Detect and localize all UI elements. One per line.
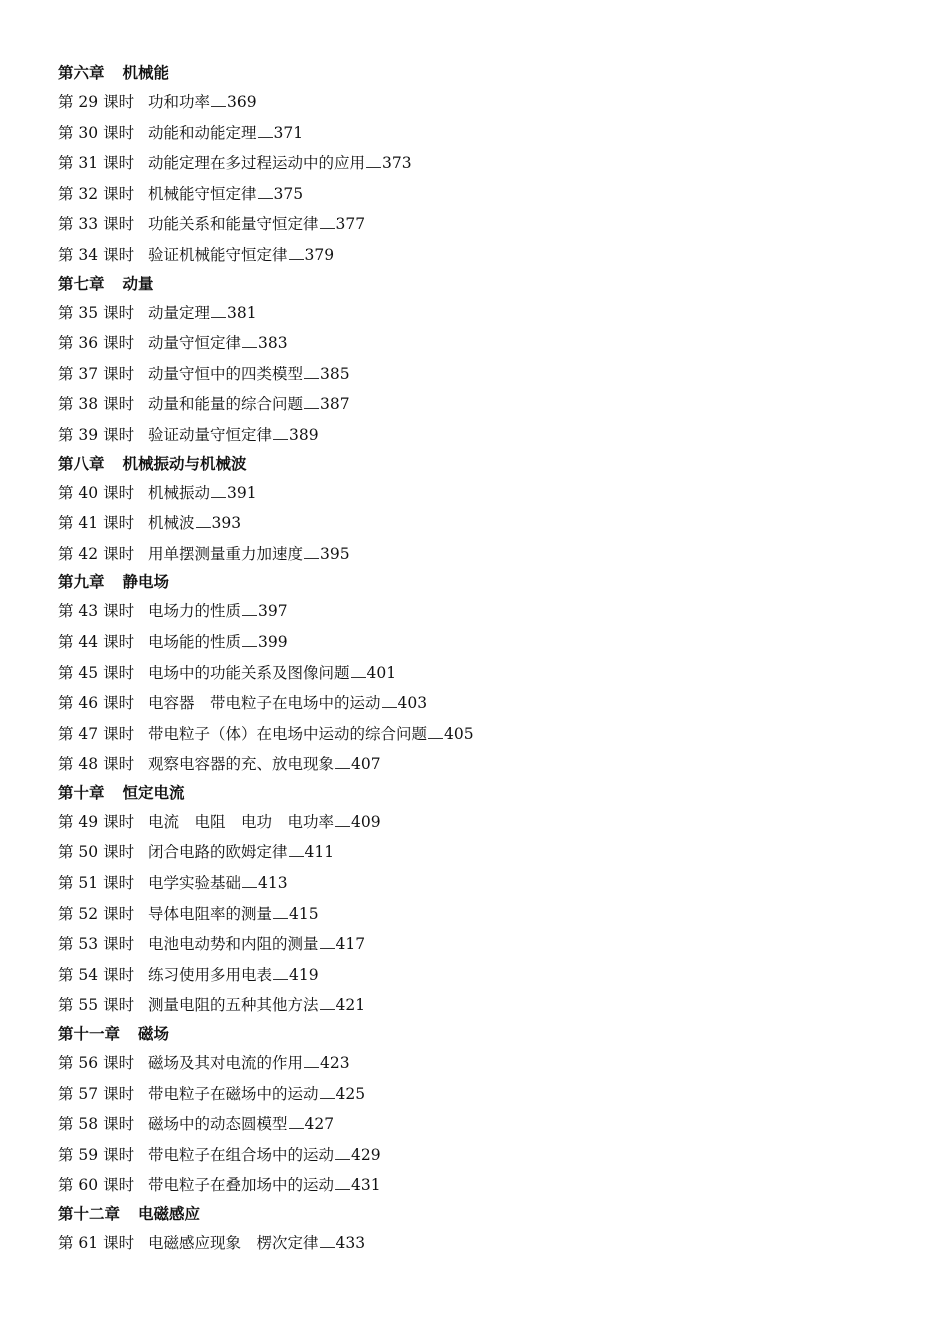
page-number: 383 — [258, 334, 288, 353]
page-number: 389 — [289, 425, 319, 444]
page-number: 393 — [211, 514, 242, 533]
lesson-number: 第 37 课时 — [58, 364, 135, 383]
toc-entry[interactable] — [58, 1079, 918, 1110]
leader-line — [320, 998, 335, 1010]
toc-entry[interactable] — [58, 359, 918, 390]
toc-entry[interactable] — [58, 328, 918, 359]
leader-line — [211, 95, 226, 107]
chapter-title: 静电场 — [122, 573, 170, 592]
page-number: 427 — [304, 1115, 335, 1134]
lesson-title: 观察电容器的充、放电现象 — [148, 755, 335, 774]
lesson-number: 第 51 课时 — [58, 874, 135, 893]
lesson-number: 第 57 课时 — [58, 1084, 135, 1103]
lesson-title: 动能和动能定理 — [148, 123, 257, 142]
leader-line — [335, 815, 350, 827]
page-number: 373 — [382, 154, 412, 173]
toc-entry[interactable] — [58, 719, 918, 750]
lesson-number: 第 40 课时 — [58, 483, 135, 502]
page-number: 407 — [351, 755, 381, 774]
leader-line — [304, 367, 319, 379]
toc-entry[interactable] — [58, 1109, 918, 1140]
toc-entry[interactable] — [58, 1048, 918, 1079]
leader-line — [320, 1087, 335, 1099]
leader-line — [242, 635, 257, 647]
leader-line — [211, 486, 226, 498]
lesson-title: 电场中的功能关系及图像问题 — [148, 663, 350, 682]
chapter-number: 第十一章 — [58, 1025, 121, 1044]
toc-entry[interactable] — [58, 298, 918, 329]
toc-entry[interactable] — [58, 990, 918, 1021]
page-number: 425 — [335, 1084, 366, 1103]
leader-line — [351, 666, 366, 678]
leader-line — [289, 1117, 304, 1129]
toc-entry[interactable] — [58, 179, 918, 210]
leader-line — [273, 907, 288, 919]
lesson-number: 第 29 课时 — [58, 93, 135, 111]
page-number: 375 — [273, 184, 304, 203]
page-number: 381 — [227, 303, 257, 322]
page-number: 403 — [397, 694, 428, 713]
leader-line — [289, 248, 304, 260]
toc-entry[interactable] — [58, 87, 918, 118]
lesson-number: 第 31 课时 — [58, 154, 135, 173]
page-number: 421 — [335, 996, 366, 1015]
page-number: 409 — [351, 812, 381, 831]
toc-entry[interactable] — [58, 929, 918, 960]
chapter-heading — [58, 1201, 918, 1228]
lesson-number: 第 46 课时 — [58, 694, 135, 713]
lesson-number: 第 47 课时 — [58, 724, 135, 743]
chapter-title: 磁场 — [138, 1025, 170, 1044]
lesson-title: 用单摆测量重力加速度 — [148, 544, 304, 563]
lesson-title: 动能定理在多过程运动中的应用 — [148, 154, 366, 173]
chapter-heading — [58, 1021, 918, 1048]
page-number: 395 — [320, 544, 350, 563]
page-number: 377 — [335, 215, 366, 234]
lesson-title: 带电粒子（体）在电场中运动的综合问题 — [148, 724, 428, 743]
leader-line — [273, 968, 288, 980]
page-number: 429 — [351, 1145, 381, 1164]
page-number: 399 — [258, 632, 288, 651]
leader-line — [382, 696, 397, 708]
leader-line — [335, 1178, 350, 1190]
lesson-title: 功和功率 — [148, 93, 211, 111]
lesson-title: 电场能的性质 — [148, 632, 242, 651]
toc-entry[interactable] — [58, 1140, 918, 1171]
toc-entry[interactable] — [58, 539, 918, 570]
lesson-number: 第 30 课时 — [58, 123, 135, 142]
chapter-title: 电磁感应 — [138, 1205, 201, 1223]
toc-entry[interactable] — [58, 1228, 918, 1259]
leader-line — [242, 604, 257, 616]
chapter-title: 动量 — [122, 274, 154, 293]
lesson-number: 第 48 课时 — [58, 755, 135, 774]
toc-entry[interactable] — [58, 148, 918, 179]
toc-entry[interactable] — [58, 1170, 918, 1201]
toc-entry[interactable] — [58, 868, 918, 899]
lesson-number: 第 59 课时 — [58, 1145, 135, 1164]
page-number: 415 — [289, 904, 319, 923]
lesson-title: 动量守恒定律 — [148, 334, 242, 353]
leader-line — [428, 727, 443, 739]
chapter-heading — [58, 451, 918, 478]
lesson-number: 第 61 课时 — [58, 1234, 135, 1252]
toc-entry[interactable] — [58, 389, 918, 420]
lesson-number: 第 34 课时 — [58, 245, 135, 264]
lesson-title: 磁场中的动态圆模型 — [148, 1115, 288, 1134]
lesson-title: 验证机械能守恒定律 — [148, 245, 288, 264]
chapter-title: 机械能 — [122, 64, 170, 82]
page-number: 413 — [258, 874, 288, 893]
chapter-title: 机械振动与机械波 — [122, 454, 247, 473]
leader-line — [320, 937, 335, 949]
chapter-number: 第七章 — [58, 274, 105, 293]
lesson-title: 机械波 — [148, 514, 195, 533]
leader-line — [366, 156, 381, 168]
leader-line — [211, 306, 226, 318]
lesson-number: 第 54 课时 — [58, 965, 135, 984]
lesson-title: 导体电阻率的测量 — [148, 904, 273, 923]
lesson-number: 第 32 课时 — [58, 184, 135, 203]
leader-line — [304, 1056, 319, 1068]
lesson-number: 第 42 课时 — [58, 544, 135, 563]
leader-line — [304, 547, 319, 559]
page-number: 391 — [227, 483, 257, 502]
toc-entry[interactable] — [58, 627, 918, 658]
lesson-title: 练习使用多用电表 — [148, 965, 273, 984]
leader-line — [196, 516, 211, 528]
chapter-number: 第八章 — [58, 454, 105, 473]
lesson-title: 电学实验基础 — [148, 874, 242, 893]
lesson-number: 第 58 课时 — [58, 1115, 135, 1134]
toc-entry[interactable] — [58, 209, 918, 240]
lesson-number: 第 55 课时 — [58, 996, 135, 1015]
lesson-title: 磁场及其对电流的作用 — [148, 1054, 304, 1073]
lesson-number: 第 39 课时 — [58, 425, 135, 444]
lesson-number: 第 44 课时 — [58, 632, 135, 651]
chapter-number: 第十二章 — [58, 1205, 121, 1223]
lesson-title: 电场力的性质 — [148, 602, 242, 621]
leader-line — [258, 126, 273, 138]
lesson-title: 带电粒子在叠加场中的运动 — [148, 1176, 335, 1195]
page-number: 417 — [335, 935, 366, 954]
leader-line — [258, 187, 273, 199]
chapter-number: 第十章 — [58, 783, 105, 802]
lesson-number: 第 43 课时 — [58, 602, 135, 621]
lesson-title: 动量定理 — [148, 303, 211, 322]
page-number: 385 — [320, 364, 350, 383]
page-number: 369 — [227, 93, 257, 111]
leader-line — [335, 757, 350, 769]
lesson-number: 第 45 课时 — [58, 663, 135, 682]
lesson-title: 动量和能量的综合问题 — [148, 395, 304, 414]
page-number: 411 — [304, 843, 335, 862]
lesson-title: 机械能守恒定律 — [148, 184, 257, 203]
lesson-title: 电池电动势和内阻的测量 — [148, 935, 319, 954]
chapter-heading — [58, 271, 918, 298]
lesson-number: 第 35 课时 — [58, 303, 135, 322]
lesson-title: 带电粒子在磁场中的运动 — [148, 1084, 319, 1103]
leader-line — [273, 428, 288, 440]
leader-line — [320, 217, 335, 229]
lesson-title: 动量守恒中的四类模型 — [148, 364, 304, 383]
toc-entry[interactable] — [58, 240, 918, 271]
lesson-number: 第 36 课时 — [58, 334, 135, 353]
toc-entry[interactable] — [58, 749, 918, 780]
lesson-number: 第 52 课时 — [58, 904, 135, 923]
lesson-title: 功能关系和能量守恒定律 — [148, 215, 319, 234]
lesson-title: 测量电阻的五种其他方法 — [148, 996, 319, 1015]
chapter-heading — [58, 569, 918, 596]
chapter-number: 第六章 — [58, 64, 105, 82]
toc-entry[interactable] — [58, 960, 918, 991]
toc-entry[interactable] — [58, 596, 918, 627]
table-of-contents — [58, 60, 918, 1259]
lesson-title: 机械振动 — [148, 483, 211, 502]
page-number: 431 — [351, 1176, 381, 1195]
page-number: 387 — [320, 395, 350, 414]
toc-entry[interactable] — [58, 899, 918, 930]
page-number: 371 — [273, 123, 304, 142]
leader-line — [289, 845, 304, 857]
page-number: 419 — [289, 965, 319, 984]
lesson-title: 验证动量守恒定律 — [148, 425, 273, 444]
page-number: 433 — [335, 1234, 366, 1252]
toc-entry[interactable] — [58, 837, 918, 868]
lesson-number: 第 38 课时 — [58, 395, 135, 414]
toc-entry[interactable] — [58, 658, 918, 689]
chapter-heading — [58, 60, 918, 87]
toc-entry[interactable] — [58, 420, 918, 451]
lesson-number: 第 50 课时 — [58, 843, 135, 862]
lesson-number: 第 33 课时 — [58, 215, 135, 234]
toc-entry[interactable] — [58, 478, 918, 509]
page-number: 397 — [258, 602, 288, 621]
leader-line — [242, 336, 257, 348]
chapter-heading — [58, 780, 918, 807]
leader-line — [335, 1148, 350, 1160]
page-number: 379 — [304, 245, 335, 264]
leader-line — [304, 397, 319, 409]
chapter-title: 恒定电流 — [122, 783, 185, 802]
lesson-title: 电磁感应现象 楞次定律 — [148, 1234, 319, 1252]
lesson-number: 第 53 课时 — [58, 935, 135, 954]
lesson-title: 电容器 带电粒子在电场中的运动 — [148, 694, 381, 713]
toc-entry[interactable] — [58, 807, 918, 838]
lesson-title: 电流 电阻 电功 电功率 — [148, 812, 335, 831]
lesson-number: 第 49 课时 — [58, 812, 135, 831]
toc-entry[interactable] — [58, 118, 918, 149]
page-number: 423 — [320, 1054, 350, 1073]
lesson-title: 带电粒子在组合场中的运动 — [148, 1145, 335, 1164]
page-number: 405 — [444, 724, 474, 743]
chapter-number: 第九章 — [58, 573, 105, 592]
leader-line — [242, 876, 257, 888]
page-number: 401 — [366, 663, 397, 682]
lesson-number: 第 56 课时 — [58, 1054, 135, 1073]
lesson-number: 第 60 课时 — [58, 1176, 135, 1195]
lesson-title: 闭合电路的欧姆定律 — [148, 843, 288, 862]
leader-line — [320, 1236, 335, 1248]
toc-entry[interactable] — [58, 508, 918, 539]
toc-entry[interactable] — [58, 688, 918, 719]
lesson-number: 第 41 课时 — [58, 514, 135, 533]
